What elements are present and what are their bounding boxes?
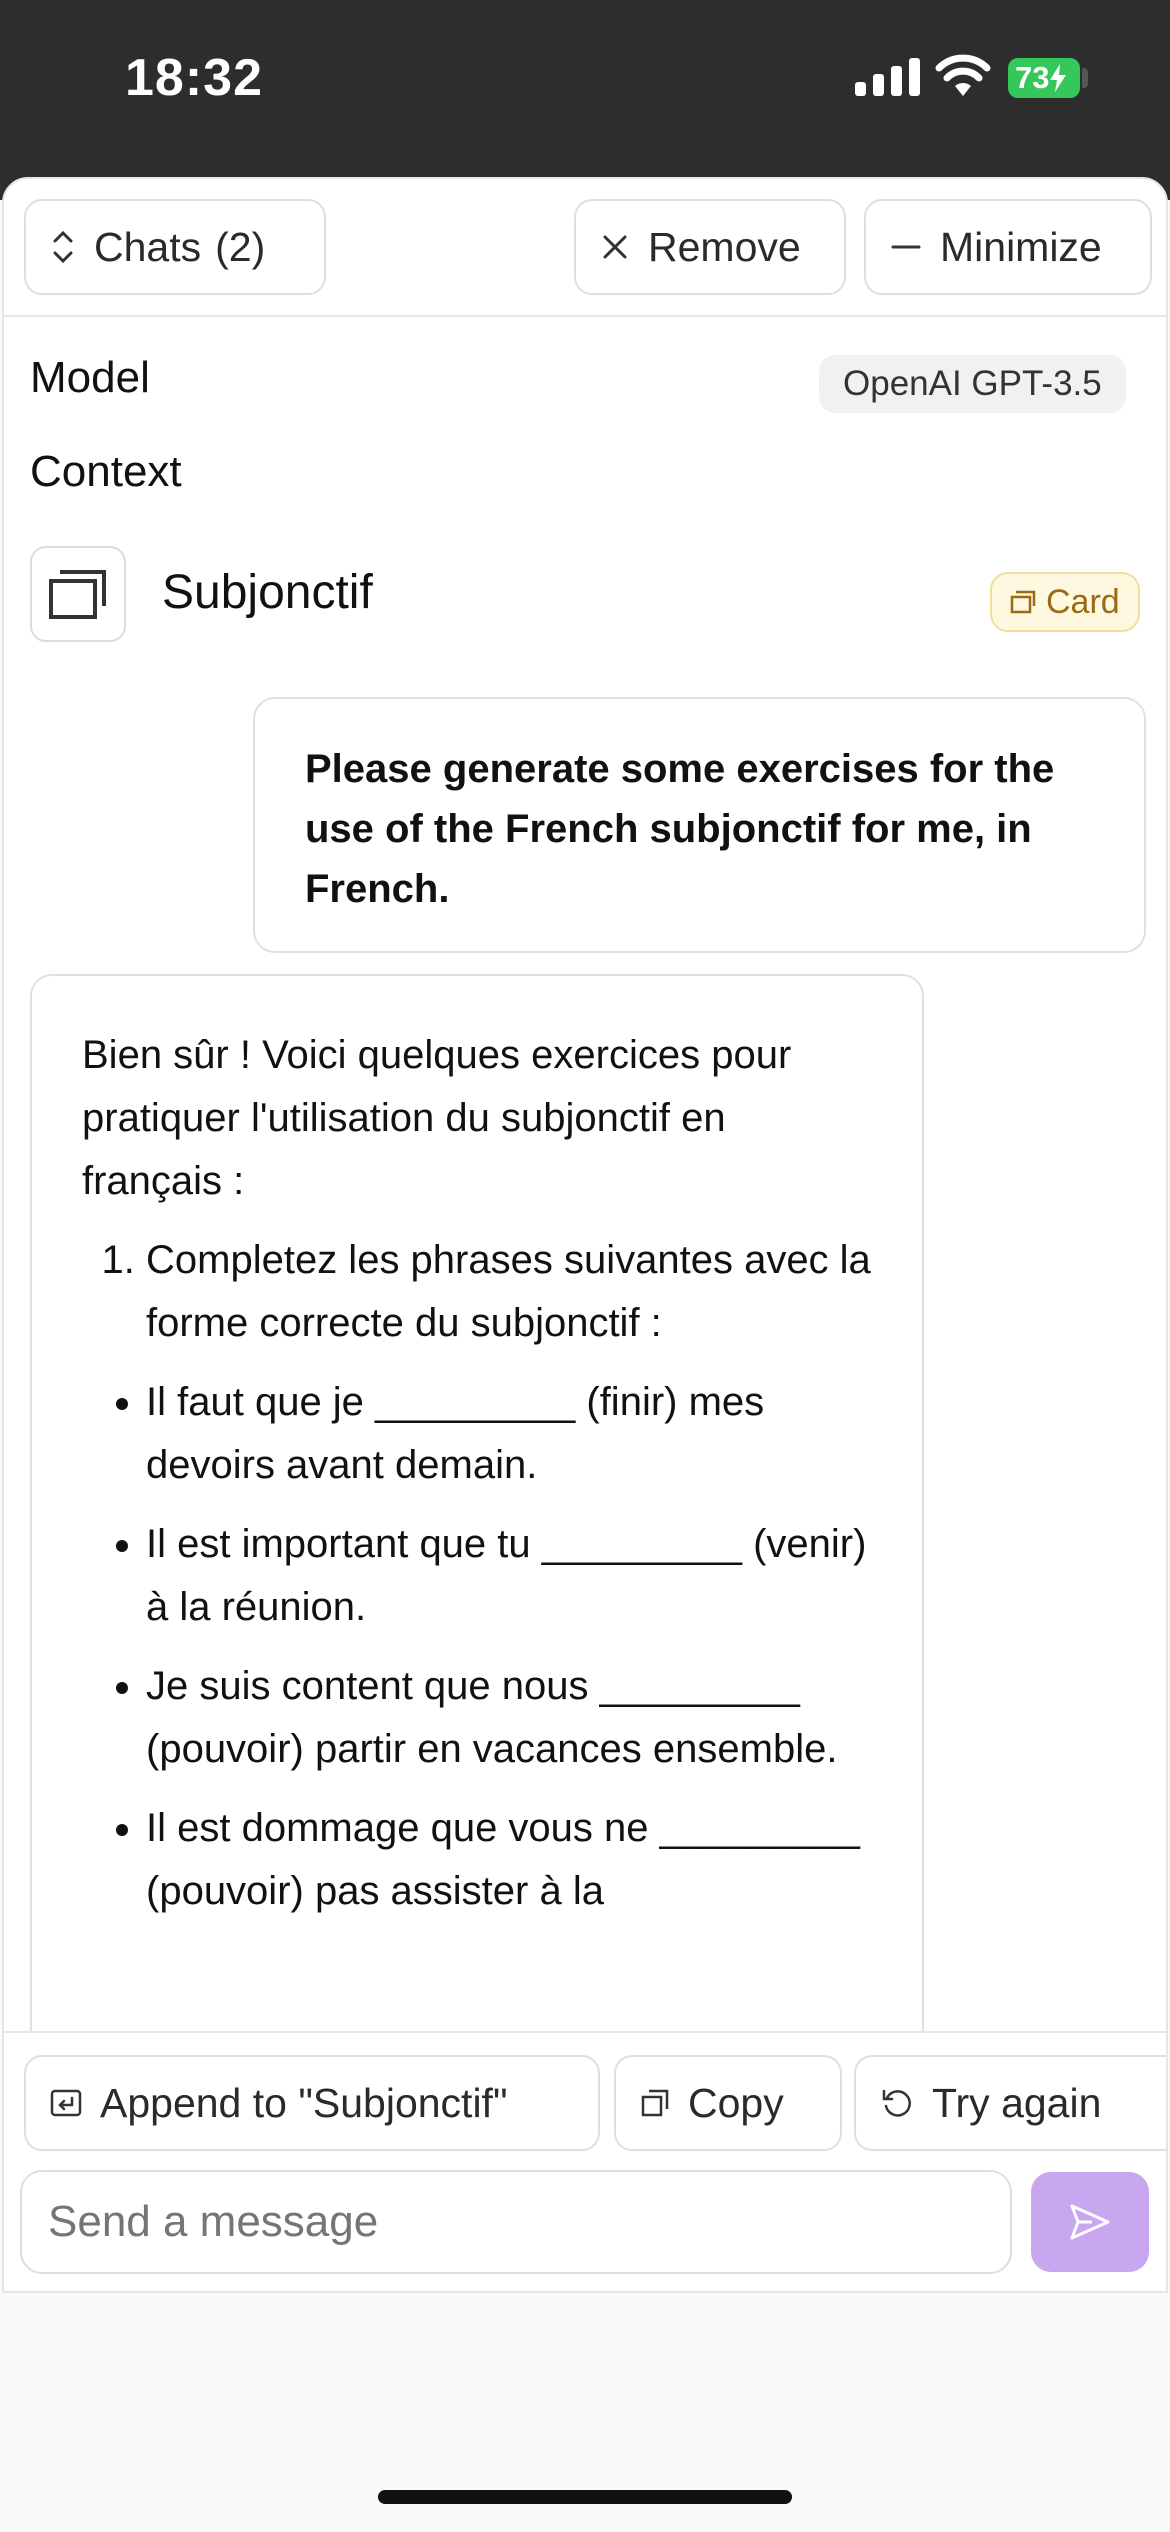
assistant-ordered-list <box>146 1229 872 1355</box>
battery-cap <box>1082 68 1088 88</box>
card-badge-label: Card <box>1046 582 1120 621</box>
cellular-signal-icon <box>855 58 920 96</box>
list-item: • Il est important que tu _________ (venir) à la réunion. <box>146 1513 872 1639</box>
status-time: 18:32 <box>125 49 263 107</box>
try-again-label: Try again <box>932 2079 1102 2126</box>
send-button[interactable] <box>1031 2172 1149 2272</box>
user-message <box>253 697 1146 953</box>
list-item: • Il faut que je _________ (finir) mes devoirs avant demain. <box>146 1371 872 1497</box>
send-icon <box>1068 2202 1112 2242</box>
retry-icon <box>880 2086 914 2120</box>
enter-icon <box>50 2088 82 2118</box>
copy-icon <box>640 2088 670 2118</box>
minus-icon <box>890 232 922 262</box>
model-badge[interactable]: OpenAI GPT-3.5 <box>819 355 1126 413</box>
battery-icon <box>1008 58 1080 98</box>
card-icon <box>1010 590 1036 614</box>
minimize-label: Minimize <box>940 223 1102 270</box>
user-message-text: Please generate some exercises for the use of the French subjonctif for me, in French. <box>305 747 1055 911</box>
chats-button[interactable] <box>24 199 326 295</box>
header-divider <box>4 315 1166 317</box>
copy-button[interactable] <box>614 2055 842 2151</box>
home-indicator[interactable] <box>378 2490 792 2504</box>
card-stack-icon <box>48 568 108 620</box>
battery-level: 73 <box>1015 60 1050 95</box>
context-label: Context <box>30 447 182 496</box>
context-title: Subjonctif <box>162 566 373 619</box>
list-item: • Je suis content que nous _________ (pouvoir) partir en vacances ensemble. <box>146 1655 872 1781</box>
wifi-icon <box>935 52 991 98</box>
list-item: • Il est dommage que vous ne _________ (pouvoir) pas assister à la <box>146 1797 872 1923</box>
chevron-up-down-icon <box>50 227 76 267</box>
copy-label: Copy <box>688 2079 784 2126</box>
remove-button[interactable] <box>574 199 846 295</box>
minimize-button[interactable] <box>864 199 1152 295</box>
append-label: Append to "Subjonctif" <box>100 2079 508 2126</box>
assistant-bullet-list <box>146 1371 872 1923</box>
chats-count: (2) <box>215 223 266 270</box>
status-bar <box>0 0 1170 200</box>
list-item: 1. Completez les phrases suivantes avec la forme correcte du subjonctif : <box>146 1229 872 1355</box>
charging-bolt-icon <box>1049 64 1067 92</box>
context-icon-box[interactable] <box>30 546 126 642</box>
card-badge <box>990 572 1140 632</box>
assistant-intro: Bien sûr ! Voici quelques exercices pour pratiquer l'utilisation du subjonctif en français : <box>82 1033 792 1203</box>
model-label: Model <box>30 353 150 402</box>
try-again-button[interactable] <box>854 2055 1168 2151</box>
message-input[interactable] <box>20 2170 1012 2274</box>
chats-label: Chats <box>94 223 202 270</box>
chat-panel <box>2 177 1168 2293</box>
append-button[interactable] <box>24 2055 600 2151</box>
remove-label: Remove <box>648 223 801 270</box>
close-icon <box>600 232 630 262</box>
composer-divider <box>4 2031 1166 2033</box>
